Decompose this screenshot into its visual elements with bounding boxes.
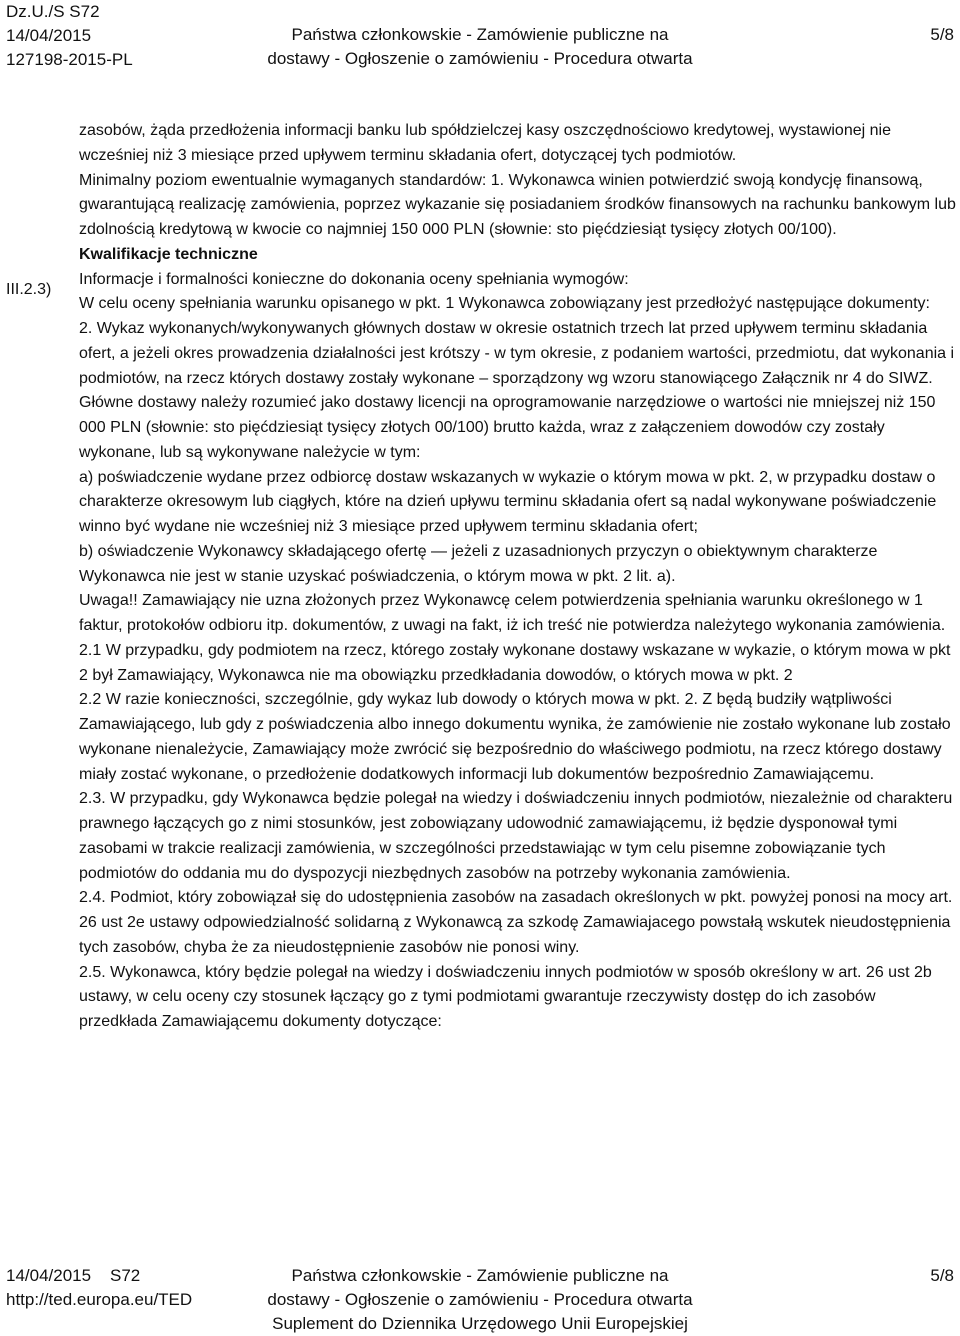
- header-title-line-2: dostawy - Ogłoszenie o zamówieniu - Procedura otwarta: [267, 49, 693, 68]
- footer-url: http://ted.europa.eu/TED: [6, 1290, 193, 1309]
- publication-date: 14/04/2015: [6, 26, 92, 45]
- paragraph: 2.3. W przypadku, gdy Wykonawca będzie polegał na wiedzy i doświadczeniu innych podmiotów, niezależnie od charakteru prawnego łączących go z nimi stosunków, jest zobowiązany udowodnić zamawiającemu, iż będzie dysponował tymi zasobami w trakcie realizacji zamówienia, w szczególności przedstawiając w tym celu pisemne zobowiązanie tych podmiotów do oddania mu do dyspozycji niezbędnych zasobów na potrzeby wykonania zamówienia.: [79, 790, 953, 882]
- paragraph: Informacje i formalności konieczne do dokonania oceny spełniania wymogów:: [79, 270, 629, 288]
- document-body: [79, 119, 957, 1035]
- paragraph: 2.1 W przypadku, gdy podmiotem na rzecz, którego zostały wykonane dostawy wskazane w wykazie, o którym mowa w pkt 2 był Zamawiający, Wykonawca nie ma obowiązku przedkładania dowodów, o których mowa w pkt. 2: [79, 641, 951, 684]
- section-heading: Kwalifikacje techniczne: [79, 245, 258, 263]
- paragraph: zasobów, żąda przedłożenia informacji banku lub spółdzielczej kasy oszczędnościowo kredytowej, wystawionej nie wcześniej niż 3 miesiące przed upływem terminu składania ofert, dotyczącej tych podmiotów.: [79, 122, 891, 164]
- paragraph: a) poświadczenie wydane przez odbiorcę dostaw wskazanych w wykazie o którym mowa w pkt. 2, w przypadku dostaw o charakterze okresowym lub ciągłych, które na dzień upływu terminu składania ofert są nadal wykonywane poświadczenie winno być wydane nie wcześniej niż 3 miesiące przed upływem terminu składania ofert;: [79, 468, 937, 535]
- paragraph: 2.5. Wykonawca, który będzie polegał na wiedzy i doświadczeniu innych podmiotów w sposób określony w art. 26 ust 2b ustawy, w celu oceny czy stosunek łączący go z tymi podmiotami gwarantuje rzeczywisty dostęp do ich zasobów przedkłada Zamawiającemu dokumenty dotyczące:: [79, 963, 932, 1030]
- paragraph: b) oświadczenie Wykonawcy składającego ofertę — jeżeli z uzasadnionych przyczyn o obiektywnym charakterze Wykonawca nie jest w stanie uzyskać poświadczenia, o którym mowa w pkt. 2 lit. a).: [79, 542, 878, 585]
- notice-number: 127198-2015-PL: [6, 50, 133, 69]
- paragraph: Minimalny poziom ewentualnie wymaganych standardów: 1. Wykonawca winien potwierdzić swoją kondycję finansową, gwarantującą realizację zamówienia, poprzez wykazanie się posiadaniem środków finansowych na rachunku bankowym lub zdolnością kredytową w kwocie co najmniej 150 000 PLN (słownie: sto pięćdziesiąt tysięcy złotych 00/100).: [79, 171, 956, 238]
- footer-title-line-2: dostawy - Ogłoszenie o zamówieniu - Procedura otwarta: [267, 1290, 693, 1309]
- header-center: [0, 23, 960, 71]
- footer-supplement: Suplement do Dziennika Urzędowego Unii Europejskiej: [272, 1314, 688, 1333]
- footer-center: [0, 1264, 960, 1336]
- footer-title-line-1: Państwa członkowskie - Zamówienie publiczne na: [291, 1266, 669, 1285]
- footer-date-issue: 14/04/2015 S72: [6, 1266, 141, 1285]
- paragraph: Uwaga!! Zamawiający nie uzna złożonych przez Wykonawcę celem potwierdzenia spełniania warunku określonego w 1 faktur, protokołów odbioru itp. dokumentów, z uwagi na fakt, iż ich treść nie potwierdza należytego wykonania zamówienia.: [79, 592, 946, 634]
- paragraph: 2.2 W razie konieczności, szczególnie, gdy wykaz lub dowody o których mowa w pkt. 2. Z będą budziły wątpliwości Zamawiającego, lub gdy z poświadczenia albo innego dokumentu wynika, że zamówienie nie zostało wykonane lub zostało wykonane nienależycie, Zamawiający może zwrócić się bezpośrednio do właściwego podmiotu, na rzecz którego dostawy miały zostać wykonane, o przedłożenie dodatkowych informacji lub dokumentów bezpośrednio Zamawiającemu.: [79, 691, 951, 783]
- section-number: III.2.3): [6, 281, 52, 298]
- paragraph: 2. Wykaz wykonanych/wykonywanych głównych dostaw w okresie ostatnich trzech lat przed upływem terminu składania ofert, a jeżeli okres prowadzenia działalności jest krótszy - w tym okresie, z podaniem wartości, przedmiotu, dat wykonania i podmiotów, na rzecz których dostawy zostały wykonane – sporządzony wg wzoru stanowiącego Załącznik nr 4 do SIWZ. Główne dostawy należy rozumieć jako dostawy licencji na oprogramowanie narzędziowe o wartości nie mniejszej niż 150 000 PLN (słownie: sto pięćdziesiąt tysięcy złotych 00/100) brutto każda, wraz z załączeniem dowodów czy zostały wykonane, lub są wykonywane należycie w tym:: [79, 320, 955, 461]
- footer-page-number: 5/8: [930, 1266, 954, 1285]
- paragraph: W celu oceny spełniania warunku opisanego w pkt. 1 Wykonawca zobowiązany jest przedłożyć następujące dokumenty:: [79, 295, 930, 313]
- paragraph: 2.4. Podmiot, który zobowiązał się do udostępnienia zasobów na zasadach określonych w pkt. powyżej ponosi na mocy art. 26 ust 2e ustawy odpowiedzialność solidarną z Wykonawcą za szkodę Zamawiajacego powstałą wskutek nieudostępnienia tych zasobów, chyba że za nieudostępnienie zasobów nie ponosi winy.: [79, 889, 953, 956]
- journal-reference: Dz.U./S S72: [6, 2, 100, 21]
- header-page-number: 5/8: [930, 25, 954, 44]
- header-title-line-1: Państwa członkowskie - Zamówienie publiczne na: [291, 25, 669, 44]
